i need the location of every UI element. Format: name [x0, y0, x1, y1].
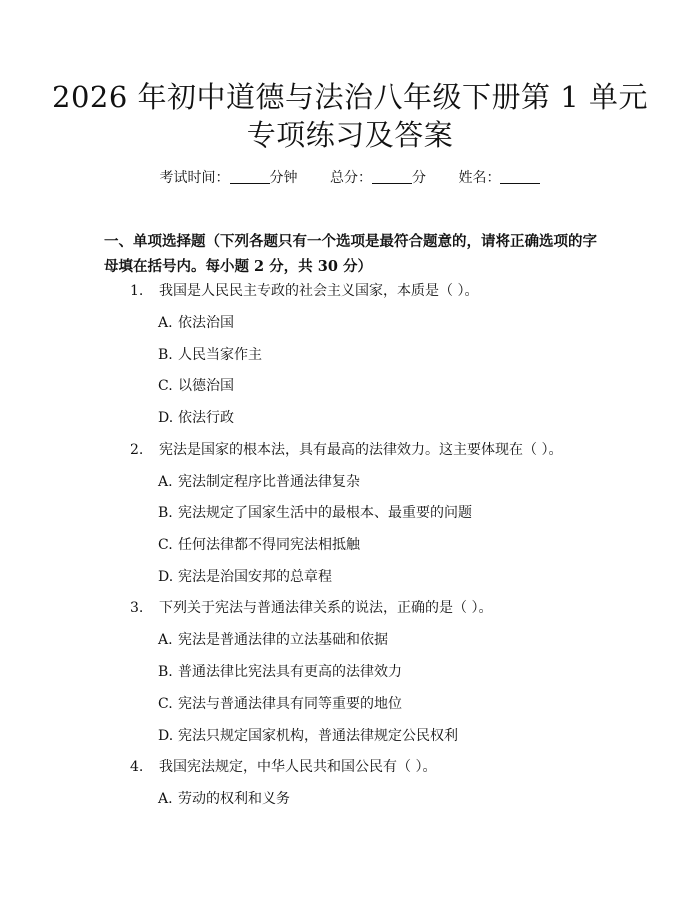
option-label: D. [158, 728, 174, 744]
option-text: 宪法是治国安邦的总章程 [178, 569, 332, 585]
question-3 [130, 598, 492, 618]
total-score-field [330, 168, 426, 188]
question-3-option-d[interactable] [158, 726, 458, 746]
question-number: 1. [130, 283, 144, 299]
option-label: A. [158, 632, 173, 648]
option-text: 任何法律都不得同宪法相抵触 [178, 537, 360, 553]
option-text: 以德治国 [178, 378, 234, 394]
option-label: D. [158, 410, 174, 426]
question-2-option-c[interactable] [158, 535, 360, 555]
option-label: A. [158, 791, 173, 807]
option-label: B. [158, 664, 173, 680]
question-text: 宪法是国家的根本法，具有最高的法律效力。这主要体现在（ ）。 [159, 442, 563, 458]
option-text: 宪法只规定国家机构，普通法律规定公民权利 [178, 728, 458, 744]
question-3-option-c[interactable] [158, 694, 402, 714]
exam-time-label: 考试时间： [159, 170, 230, 186]
question-1-option-c[interactable] [158, 376, 234, 396]
exam-time-unit: 分钟 [269, 170, 298, 186]
option-text: 劳动的权利和义务 [178, 791, 290, 807]
exam-time-field [160, 168, 298, 188]
question-text: 我国宪法规定，中华人民共和国公民有（ ）。 [159, 759, 437, 775]
option-label: C. [158, 378, 173, 394]
question-3-option-a[interactable] [158, 630, 388, 650]
question-4-option-a[interactable] [158, 789, 290, 809]
total-score-unit: 分 [412, 170, 426, 186]
question-2-option-d[interactable] [158, 567, 332, 587]
question-1-option-d[interactable] [158, 408, 234, 428]
option-label: A. [158, 474, 173, 490]
question-text: 下列关于宪法与普通法律关系的说法，正确的是（ ）。 [159, 600, 493, 616]
question-number: 3. [130, 600, 144, 616]
question-4 [130, 757, 436, 777]
option-label: A. [158, 315, 173, 331]
option-text: 宪法与普通法律具有同等重要的地位 [178, 696, 402, 712]
exam-info-row [0, 168, 700, 188]
question-number: 4. [130, 759, 144, 775]
option-text: 依法行政 [178, 410, 234, 426]
question-2-option-b[interactable] [158, 503, 472, 523]
exam-time-blank[interactable] [230, 169, 270, 184]
student-name-blank[interactable] [500, 169, 540, 184]
student-name-label: 姓名： [458, 170, 501, 186]
section-heading: 一、单项选择题（下列各题只有一个选项是最符合题意的，请将正确选项的字母填在括号内。每小题 2 分，共 30 分） [104, 233, 597, 275]
total-score-label: 总分： [330, 170, 372, 186]
question-2-option-a[interactable] [158, 472, 360, 492]
option-label: C. [158, 696, 173, 712]
page-title-line-1: 2026 年初中道德与法治八年级下册第 1 单元 [52, 80, 648, 114]
option-label: D. [158, 569, 174, 585]
option-text: 普通法律比宪法具有更高的法律效力 [178, 664, 402, 680]
option-text: 依法治国 [178, 315, 234, 331]
question-number: 2. [130, 442, 144, 458]
option-text: 宪法是普通法律的立法基础和依据 [178, 632, 388, 648]
question-1-option-b[interactable] [158, 345, 262, 365]
option-text: 宪法规定了国家生活中的最根本、最重要的问题 [178, 505, 472, 521]
page-title-line-2: 专项练习及答案 [246, 118, 454, 152]
student-name-field [458, 168, 540, 188]
option-text: 宪法制定程序比普通法律复杂 [178, 474, 360, 490]
option-label: C. [158, 537, 173, 553]
option-label: B. [158, 347, 173, 363]
total-score-blank[interactable] [372, 169, 412, 184]
option-label: B. [158, 505, 173, 521]
question-text: 我国是人民民主专政的社会主义国家，本质是（ ）。 [159, 283, 479, 299]
question-3-option-b[interactable] [158, 662, 402, 682]
question-2 [130, 440, 562, 460]
question-1 [130, 281, 478, 301]
option-text: 人民当家作主 [178, 347, 262, 363]
question-1-option-a[interactable] [158, 313, 234, 333]
